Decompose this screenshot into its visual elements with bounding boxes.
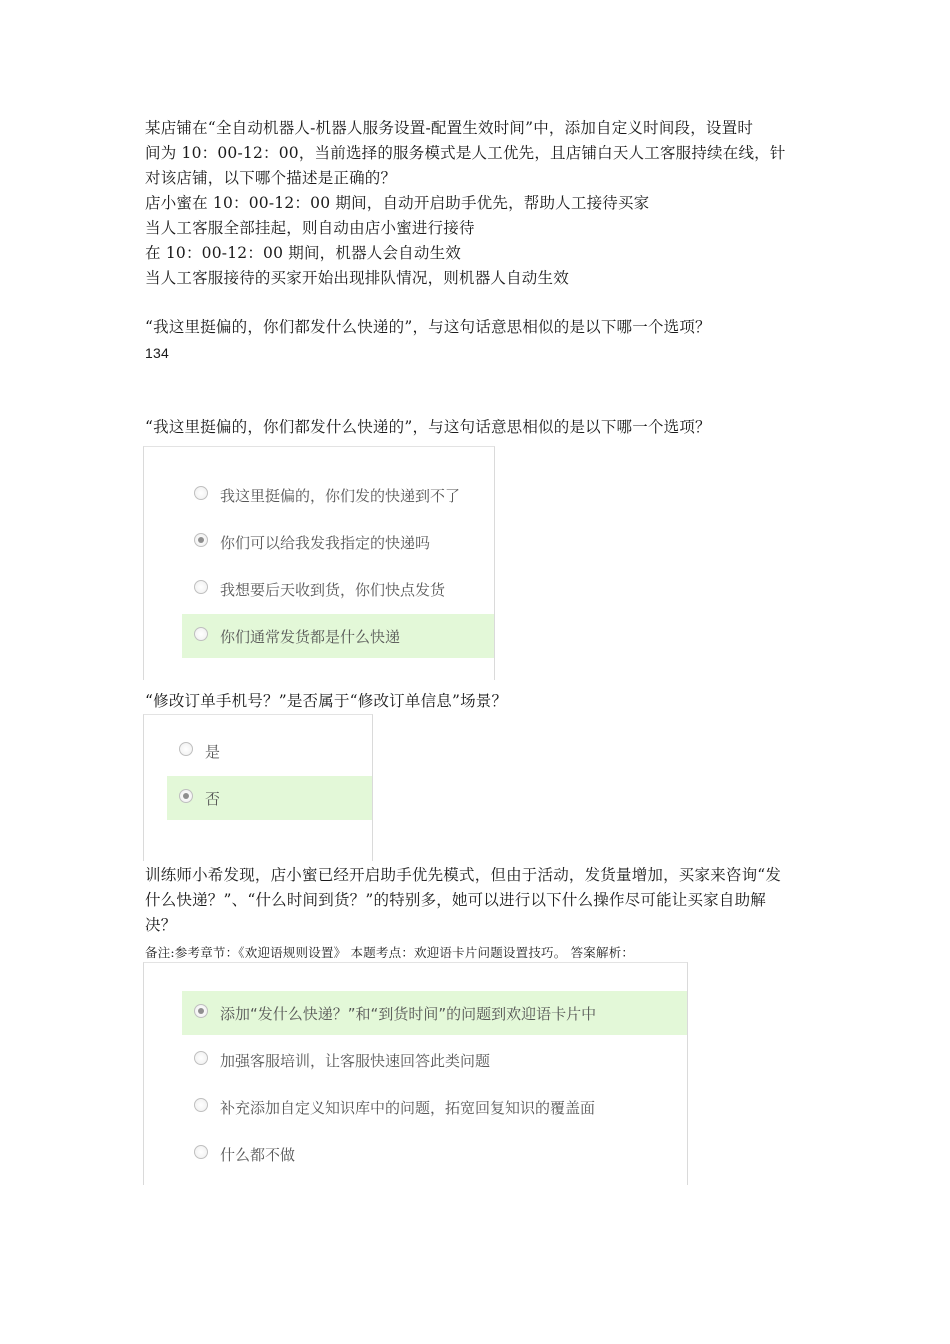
radio-icon[interactable]	[194, 486, 208, 500]
q4-options-panel	[143, 714, 373, 861]
q3-option-correct[interactable]	[182, 614, 494, 658]
q1-line-3: 对该店铺，以下哪个描述是正确的？	[145, 169, 397, 187]
q4-option-label: 否	[205, 789, 221, 808]
q3-option[interactable]	[182, 520, 494, 564]
q5-option[interactable]	[182, 1132, 687, 1176]
radio-icon[interactable]	[194, 580, 208, 594]
q5-note: 备注:参考章节：《欢迎语规则设置》 本题考点：欢迎语卡片问题设置技巧。 答案解析：	[145, 945, 635, 960]
radio-checked-icon[interactable]	[179, 789, 193, 803]
q3-option-label: 我想要后天收到货，你们快点发货	[220, 580, 446, 599]
q3-option[interactable]	[182, 473, 494, 517]
q3-option-label: 你们可以给我发我指定的快递吗	[220, 533, 431, 552]
q1-line-1: 某店铺在“全自动机器人-机器人服务设置-配置生效时间”中，添加自定义时间段，设置时	[145, 119, 754, 137]
radio-icon[interactable]	[194, 1051, 208, 1065]
q1-line-2: 间为 10：00-12：00，当前选择的服务模式是人工优先，且店铺白天人工客服持续在线，针	[145, 144, 786, 162]
q2-number: 134	[145, 345, 169, 361]
q4-question: “修改订单手机号？”是否属于“修改订单信息”场景？	[145, 692, 508, 710]
radio-icon[interactable]	[194, 1145, 208, 1159]
q3-question: “我这里挺偏的，你们都发什么快递的”，与这句话意思相似的是以下哪一个选项？	[145, 418, 711, 436]
q1-option-4: 当人工客服接待的买家开始出现排队情况，则机器人自动生效	[145, 269, 569, 287]
radio-icon[interactable]	[179, 742, 193, 756]
radio-icon[interactable]	[194, 1098, 208, 1112]
q3-options-panel	[143, 446, 495, 680]
q5-option-label: 添加“发什么快递？”和“到货时间”的问题到欢迎语卡片中	[220, 1004, 597, 1023]
q2-question: “我这里挺偏的，你们都发什么快递的”，与这句话意思相似的是以下哪一个选项？	[145, 318, 711, 336]
q3-option-label: 我这里挺偏的，你们发的快递到不了	[220, 486, 461, 505]
q5-line-3: 决？	[145, 916, 177, 934]
q5-option[interactable]	[182, 1038, 687, 1082]
q5-option-label: 什么都不做	[220, 1145, 296, 1164]
q5-line-2: 什么快递？”、“什么时间到货？”的特别多，她可以进行以下什么操作尽可能让买家自助解	[145, 891, 766, 909]
q4-option-label: 是	[205, 742, 221, 761]
q5-option-correct[interactable]	[182, 991, 687, 1035]
radio-checked-icon[interactable]	[194, 1004, 208, 1018]
q4-option-correct[interactable]	[167, 776, 372, 820]
q5-option-label: 补充添加自定义知识库中的问题，拓宽回复知识的覆盖面	[220, 1098, 596, 1117]
q1-option-2: 当人工客服全部挂起，则自动由店小蜜进行接待	[145, 219, 475, 237]
radio-icon[interactable]	[194, 627, 208, 641]
q1-option-1: 店小蜜在 10：00-12：00 期间，自动开启助手优先，帮助人工接待买家	[145, 194, 650, 212]
q4-option[interactable]	[167, 729, 372, 773]
q3-option-label: 你们通常发货都是什么快递	[220, 627, 401, 646]
q5-option-label: 加强客服培训，让客服快速回答此类问题	[220, 1051, 491, 1070]
q1-option-3: 在 10：00-12：00 期间，机器人会自动生效	[145, 244, 461, 262]
radio-checked-icon[interactable]	[194, 533, 208, 547]
q3-option[interactable]	[182, 567, 494, 611]
q5-line-1: 训练师小希发现，店小蜜已经开启助手优先模式，但由于活动，发货量增加，买家来咨询“发	[145, 866, 782, 884]
q5-option[interactable]	[182, 1085, 687, 1129]
q5-options-panel	[143, 962, 688, 1185]
